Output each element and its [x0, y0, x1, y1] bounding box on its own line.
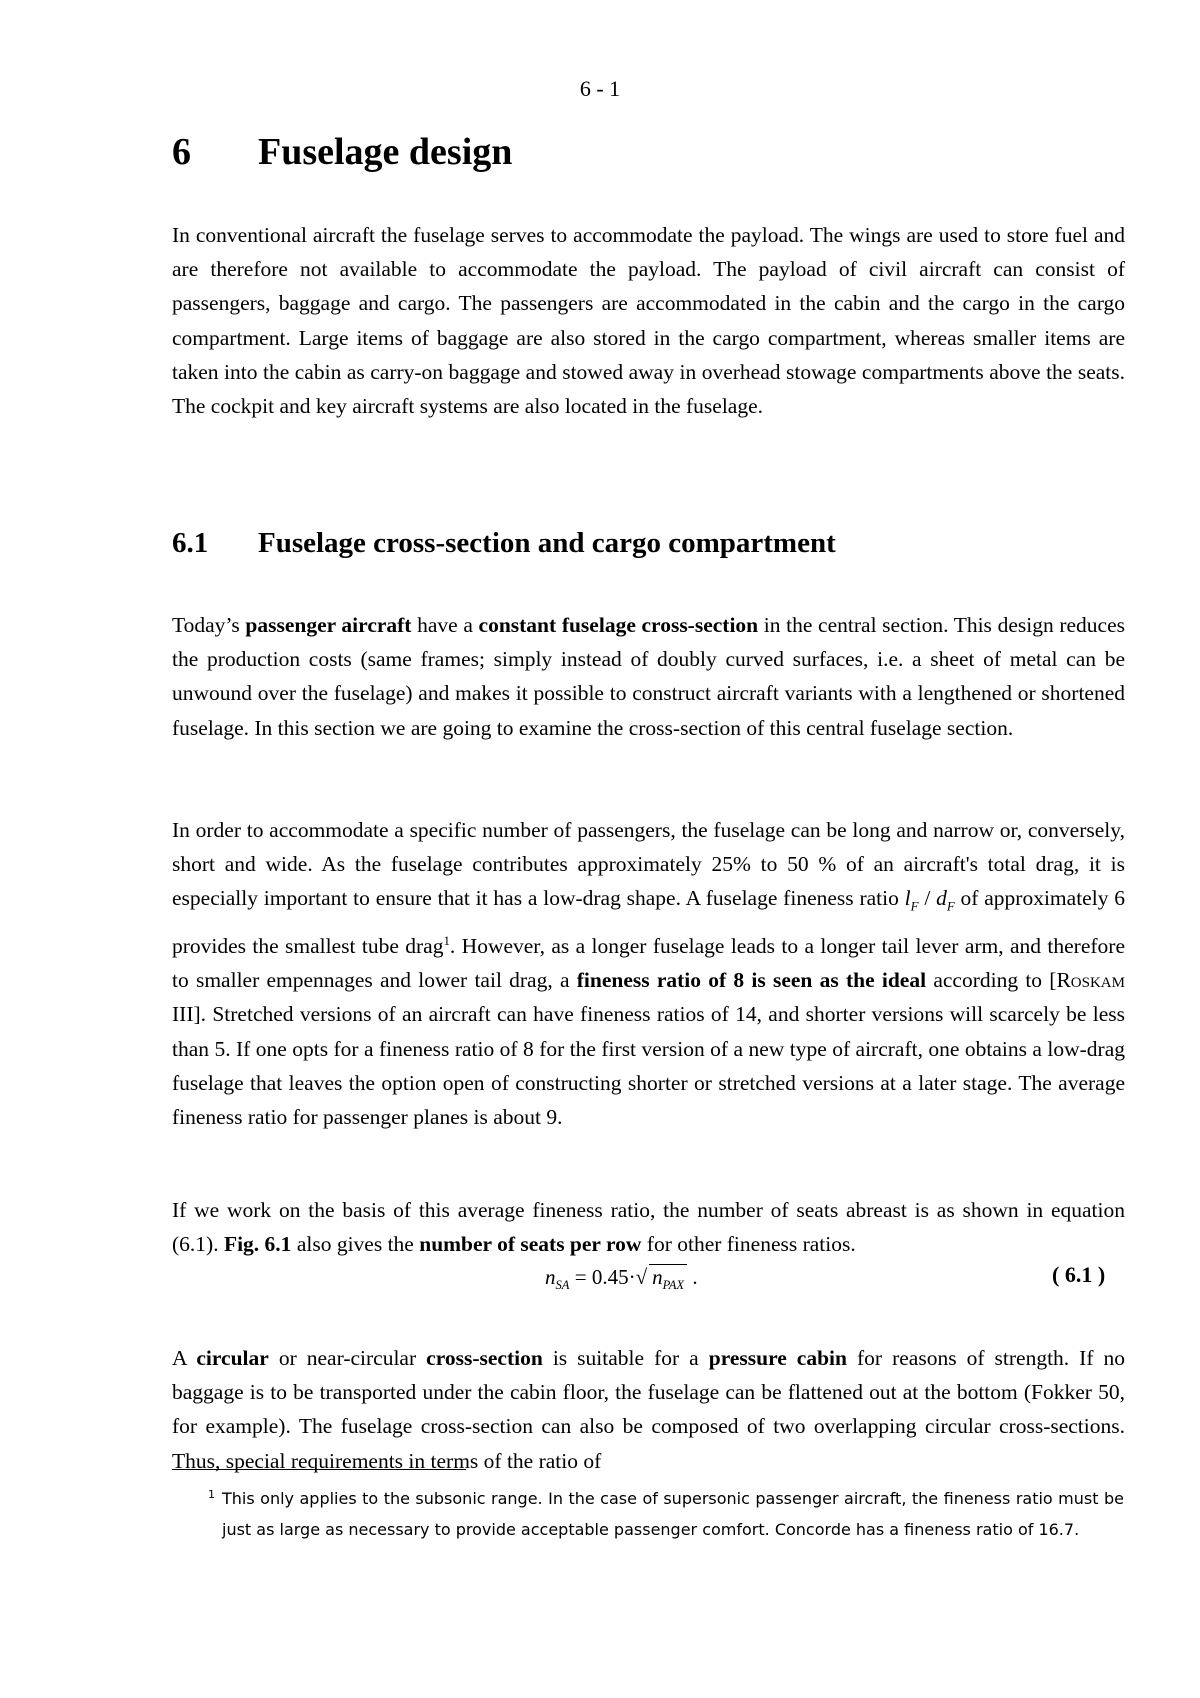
variable-d: d [936, 886, 947, 911]
sqrt-argument [649, 1264, 687, 1293]
emphasis-seats-per-row: number of seats per row [419, 1232, 642, 1257]
text-run: in the central section. This design reduces the production costs (same frames; simply instead of doubly curved surfaces, i.e. a sheet of metal can be unwound over the fuselage) and makes it possible to construct aircraft variants with a lengthened or shortened fuselage. In this section we are going to examine the cross-section of this central fuselage section. [172, 613, 1125, 740]
intro-paragraph: In conventional aircraft the fuselage serves to accommodate the payload. The wings are used to store fuel and are therefore not available to accommodate the payload. The payload of civil aircraft can consist of passengers, baggage and cargo. The passengers are accommodated in the cabin and the cargo in the cargo compartment. Large items of baggage are also stored in the cargo compartment, whereas smaller items are taken into the cabin as carry-on baggage and stowed away in overhead stowage compartments above the seats. The cockpit and key aircraft systems are also located in the fuselage. [172, 223, 1125, 419]
emphasis-fineness-ideal: fineness ratio of 8 is seen as the ideal [576, 968, 927, 993]
footnote-text: This only applies to the subsonic range. In the case of supersonic passenger aircraft, the fineness ratio must be just as large as necessary to provide acceptable passenger comfort. Concorde has a fineness ratio of 16.7. [222, 1489, 1124, 1539]
emphasis-constant-cross-section: constant fuselage cross-section [478, 613, 759, 637]
footnote-divider [172, 1469, 466, 1470]
paragraph-constant-cross-section [172, 608, 1125, 745]
chapter-number: 6 [172, 131, 191, 173]
text-run: If we work on the basis of this average fineness ratio, the number of seats abreast is as shown in equation (6.1). [172, 1198, 1125, 1257]
paragraph-cross-section-shape [172, 1341, 1125, 1478]
equation-6-1 [545, 1264, 698, 1293]
variable-l: l [904, 886, 911, 911]
chapter-title [172, 130, 512, 174]
text-run: In order to accommodate a specific number of passengers, the fuselage can be long and narrow or, conversely, short and wide. As the fuselage contributes approximately 25% to 50 % of an aircraft's total drag, it is especially important to ensure that it has a low-drag shape. A fuselage fineness ratio [172, 818, 1125, 911]
equation-lhs-subscript: SA [555, 1278, 570, 1293]
emphasis-circular: circular [196, 1346, 269, 1370]
citation-roskam: Roskam III [172, 968, 1125, 1027]
chapter-title-text: Fuselage design [258, 131, 513, 173]
text-run: is suitable for a [542, 1346, 709, 1370]
figure-reference: Fig. 6.1 [223, 1232, 292, 1257]
equation-rhs-subscript: PAX [662, 1278, 685, 1293]
text-run: for other fineness ratios. [641, 1232, 856, 1257]
text-run: also gives the [291, 1232, 420, 1257]
footnote [208, 1483, 1124, 1545]
text-run: have a [411, 613, 479, 637]
emphasis-pressure-cabin: pressure cabin [708, 1346, 847, 1370]
subscript-f: F [910, 899, 919, 914]
subscript-f: F [946, 899, 955, 914]
paragraph-seats-abreast [172, 1193, 1125, 1261]
text-run: A [172, 1346, 197, 1370]
text-run: / [918, 886, 937, 911]
text-run: . However, as a longer fuselage leads to a longer tail lever arm, and therefore to smaller empennages and lower tail drag, a [172, 934, 1125, 993]
equation-coefficient: = 0.45· [569, 1265, 636, 1289]
footnote-marker: 1 [208, 1488, 215, 1501]
page-number: 6 - 1 [579, 76, 621, 101]
text-run: according to [ [926, 968, 1057, 993]
text-run: Today’s [172, 613, 246, 637]
text-run: of approximately 6 provides the smallest tube drag [172, 886, 1125, 959]
equation-rhs-variable: n [652, 1265, 663, 1289]
section-number: 6.1 [172, 527, 209, 559]
sqrt-symbol: √ [635, 1265, 648, 1289]
section-title-text: Fuselage cross-section and cargo compartment [258, 527, 836, 559]
equation-number: ( 6.1 ) [1052, 1262, 1106, 1287]
footnote-reference: 1 [443, 933, 450, 948]
equation-lhs-variable: n [545, 1265, 556, 1289]
emphasis-cross-section: cross-section [426, 1346, 543, 1370]
text-run: or near-circular [268, 1346, 427, 1370]
text-run: ]. Stretched versions of an aircraft can have fineness ratios of 14, and shorter versions will scarcely be less than 5. If one opts for a fineness ratio of 8 for the first version of a new type of aircraft, one obtains a low-drag fuselage that leaves the option open of constructing shorter or stretched versions at a later stage. The average fineness ratio for passenger planes is about 9. [172, 1002, 1125, 1130]
equation-trailing-period: . [687, 1265, 698, 1289]
paragraph-fineness-ratio [172, 813, 1125, 1134]
text-run: for reasons of strength. If no baggage is to be transported under the cabin floor, the fuselage can be flattened out at the bottom (Fokker 50, for example). The fuselage cross-section can also be composed of two overlapping circular cross-sections. Thus, special requirements in terms of the ratio of [172, 1346, 1126, 1473]
section-title [172, 527, 836, 560]
emphasis-passenger-aircraft: passenger aircraft [245, 613, 412, 637]
